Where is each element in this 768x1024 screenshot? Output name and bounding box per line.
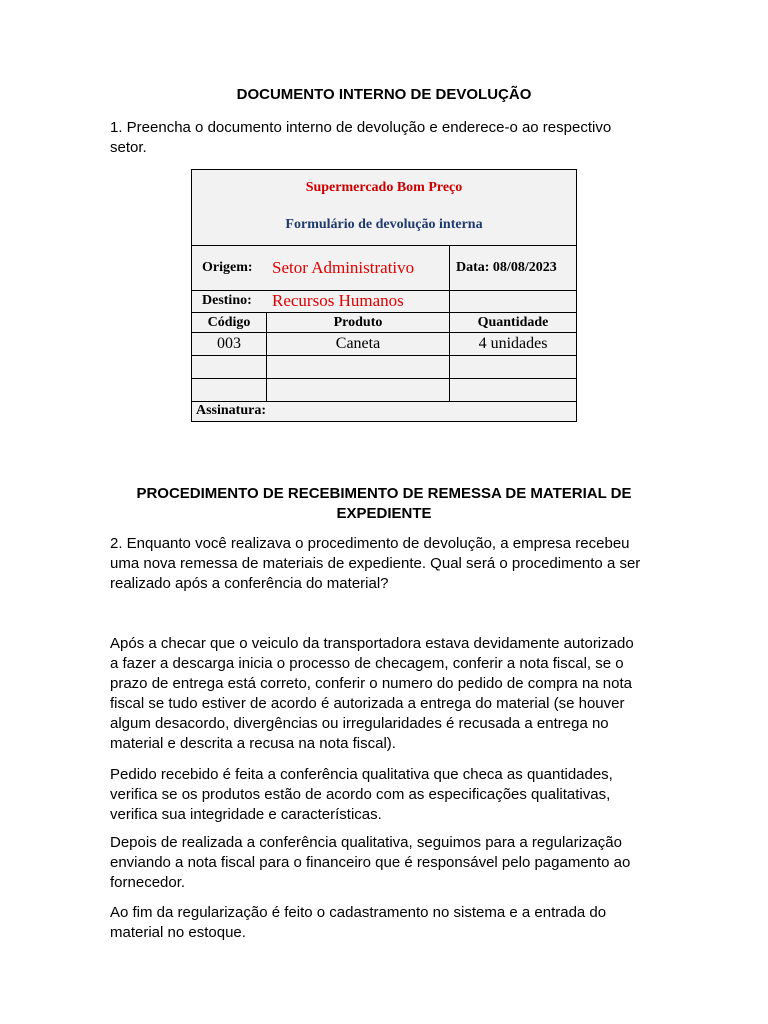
row-2-quantity bbox=[450, 356, 576, 379]
answer-paragraph-1 bbox=[110, 634, 660, 754]
question-2-line: 2. Enquanto você realizava o procedimento de devolução, a empresa recebeu bbox=[110, 535, 630, 552]
question-2 bbox=[110, 534, 660, 594]
question-2-line: realizado após a conferência do material? bbox=[110, 575, 389, 592]
origin-cell bbox=[192, 246, 450, 291]
section-2-title-line: EXPEDIENTE bbox=[336, 505, 432, 522]
answer-paragraph-3 bbox=[110, 833, 660, 893]
origin-value: Setor Administrativo bbox=[272, 258, 415, 277]
row-3-product bbox=[267, 379, 450, 402]
answer-line: Pedido recebido é feita a conferência qualitativa que checa as quantidades, bbox=[110, 766, 613, 783]
answer-line: Ao fim da regularização é feito o cadastramento no sistema e a entrada do bbox=[110, 904, 607, 921]
question-1-line: 1. Preencha o documento interno de devolução e enderece-o ao respectivo bbox=[110, 119, 612, 136]
return-form bbox=[191, 169, 577, 422]
document-title: DOCUMENTO INTERNO DE DEVOLUÇÃO bbox=[236, 86, 532, 103]
destination-value: Recursos Humanos bbox=[272, 291, 404, 310]
row-2-product bbox=[267, 356, 450, 379]
row-2-code bbox=[192, 356, 267, 379]
row-3-quantity bbox=[450, 379, 576, 402]
form-title: Formulário de devolução interna bbox=[285, 217, 483, 232]
answer-line: material e descrita a recusa na nota fiscal). bbox=[110, 735, 396, 752]
answer-line: Após a checar que o veiculo da transportadora estava devidamente autorizado bbox=[110, 635, 634, 652]
answer-line: fornecedor. bbox=[110, 874, 186, 891]
row-1-code: 003 bbox=[192, 333, 267, 356]
date-label: Data: 08/08/2023 bbox=[456, 260, 557, 275]
answer-line: fiscal se tudo estiver de acordo é autorizada a entrega do material (se houver bbox=[110, 695, 625, 712]
answer-paragraph-4 bbox=[110, 903, 660, 943]
signature-label: Assinatura: bbox=[196, 403, 267, 418]
row-3-code bbox=[192, 379, 267, 402]
answer-line: algum desacordo, divergências ou irregularidades é recusada a entrega no bbox=[110, 715, 609, 732]
destination-label: Destino: bbox=[202, 293, 252, 308]
answer-line: verifica sua integridade e características. bbox=[110, 806, 382, 823]
answer-line: prazo de entrega está correto, conferir o numero do pedido de compra na nota bbox=[110, 675, 632, 692]
column-header-product: Produto bbox=[267, 313, 450, 333]
destination-empty-cell bbox=[450, 291, 576, 313]
form-store-name: Supermercado Bom Preço bbox=[305, 180, 463, 195]
row-1-quantity: 4 unidades bbox=[450, 333, 576, 356]
destination-cell bbox=[192, 291, 450, 313]
answer-line: enviando a nota fiscal para o financeiro que é responsável pelo pagamento ao bbox=[110, 854, 631, 871]
answer-line: verifica se os produtos estão de acordo com as especificações qualitativas, bbox=[110, 786, 611, 803]
answer-line: Depois de realizada a conferência qualitativa, seguimos para a regularização bbox=[110, 834, 622, 851]
column-header-quantity: Quantidade bbox=[450, 313, 576, 333]
answer-line: a fazer a descarga inicia o processo de checagem, conferir a nota fiscal, se o bbox=[110, 655, 624, 672]
date-cell bbox=[450, 246, 576, 291]
section-2-title bbox=[110, 484, 658, 524]
column-header-code: Código bbox=[192, 313, 267, 333]
question-2-line: uma nova remessa de materiais de expediente. Qual será o procedimento a ser bbox=[110, 555, 641, 572]
question-1 bbox=[110, 118, 660, 158]
answer-line: material no estoque. bbox=[110, 924, 246, 941]
row-1-product: Caneta bbox=[267, 333, 450, 356]
section-2-title-line: PROCEDIMENTO DE RECEBIMENTO DE REMESSA DE MATERIAL DE bbox=[136, 485, 632, 502]
answer-paragraph-2 bbox=[110, 765, 660, 825]
origin-label: Origem: bbox=[202, 260, 253, 275]
question-1-line: setor. bbox=[110, 139, 147, 156]
